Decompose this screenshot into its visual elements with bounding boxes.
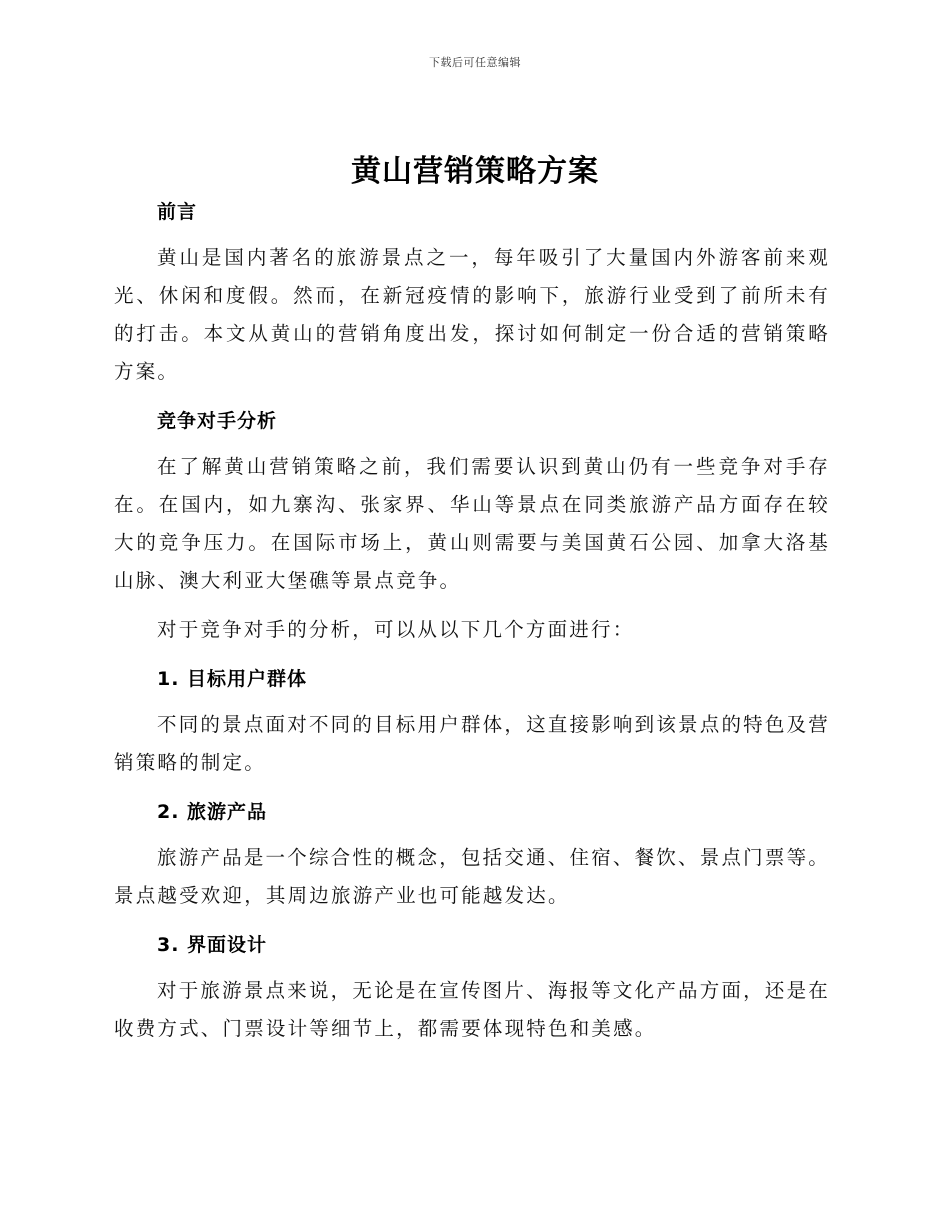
section-heading-competition: 竞争对手分析	[157, 410, 278, 432]
section-heading-target-users: 1. 目标用户群体	[157, 668, 308, 690]
design-paragraph: 对于旅游景点来说，无论是在宣传图片、海报等文化产品方面，还是在收费方式、门票设计等细节上，都需要体现特色和美感。	[114, 979, 830, 1040]
page-title: 黄山营销策略方案	[351, 154, 599, 189]
competition-paragraph-2: 对于竞争对手的分析，可以从以下几个方面进行：	[157, 618, 635, 641]
section-heading-intro: 前言	[157, 201, 198, 223]
competition-paragraph-1: 在了解黄山营销策略之前，我们需要认识到黄山仍有一些竞争对手存在。在国内，如九寨沟、张家界、华山等景点在同类旅游产品方面存在较大的竞争压力。在国际市场上，黄山则需要与美国黄石公园、加拿大洛基山脉、澳大利亚大堡礁等景点竞争。	[114, 455, 830, 592]
document-body	[114, 193, 830, 1048]
target-users-paragraph: 不同的景点面对不同的目标用户群体，这直接影响到该景点的特色及营销策略的制定。	[114, 713, 830, 774]
section-heading-design: 3. 界面设计	[157, 934, 268, 956]
intro-paragraph: 黄山是国内著名的旅游景点之一，每年吸引了大量国内外游客前来观光、休闲和度假。然而，在新冠疫情的影响下，旅游行业受到了前所未有的打击。本文从黄山的营销角度出发，探讨如何制定一份合适的营销策略方案。	[114, 246, 830, 383]
header-note: 下载后可任意编辑	[429, 56, 521, 69]
section-heading-products: 2. 旅游产品	[157, 801, 268, 823]
products-paragraph: 旅游产品是一个综合性的概念，包括交通、住宿、餐饮、景点门票等。景点越受欢迎，其周边旅游产业也可能越发达。	[114, 846, 830, 907]
